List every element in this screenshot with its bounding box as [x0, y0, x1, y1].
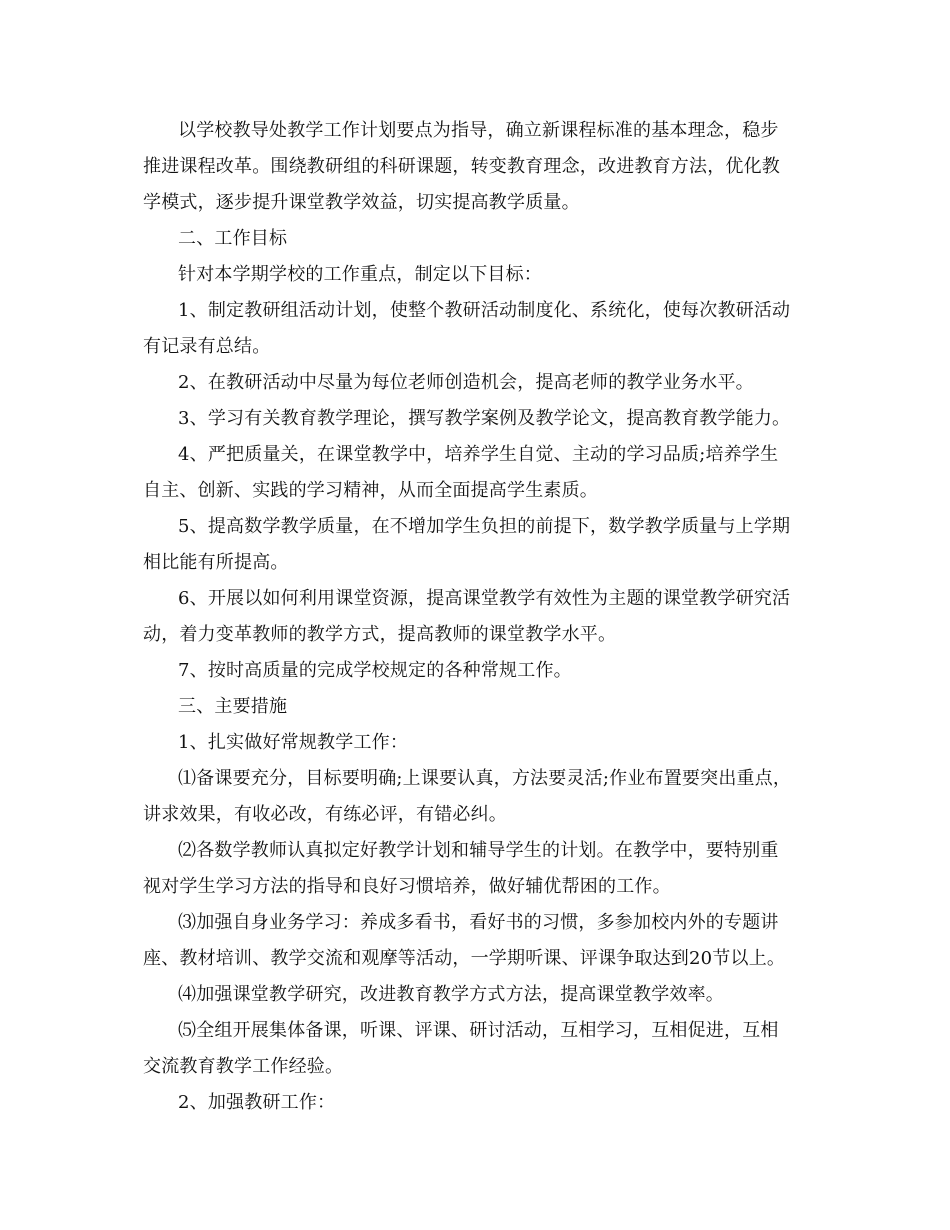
list-item-line: 1、制定教研组活动计划，使整个教研活动制度化、系统化，使每次教研活动: [178, 300, 791, 321]
sub-item-line: 讲求效果，有收必改，有练必评，有错必纠。: [143, 804, 507, 825]
sub-item-line: 座、教材培训、教学交流和观摩等活动，一学期听课、评课争取达到20节以上。: [143, 948, 786, 969]
sub-item-line: 视对学生学习方法的指导和良好习惯培养，做好辅优帮困的工作。: [143, 876, 671, 897]
sub-item-line: 交流教育教学工作经验。: [143, 1056, 344, 1077]
paragraph-line: 针对本学期学校的工作重点，制定以下目标：: [178, 264, 542, 285]
list-item-line: 2、在教研活动中尽量为每位老师创造机会，提高老师的教学业务水平。: [178, 372, 754, 393]
sub-item-line: ⑷加强课堂教学研究，改进教育教学方式方法，提高课堂教学效率。: [178, 984, 724, 1005]
list-item-line: 4、严把质量关，在课堂教学中，培养学生自觉、主动的学习品质;培养学生: [178, 444, 779, 465]
paragraph-line: 以学校教导处教学工作计划要点为指导，确立新课程标准的基本理念，稳步: [178, 120, 779, 141]
list-item-line: 1、扎实做好常规教学工作：: [178, 732, 409, 753]
sub-item-line: ⑶加强自身业务学习：养成多看书，看好书的习惯，多参加校内外的专题讲: [178, 912, 779, 933]
paragraph-line: 推进课程改革。围绕教研组的科研课题，转变教育理念，改进教育方法，优化教: [143, 156, 780, 177]
list-item-line: 动，着力变革教师的教学方式，提高教师的课堂教学水平。: [143, 624, 617, 645]
section-heading: 三、主要措施: [178, 696, 288, 717]
section-heading: 二、工作目标: [178, 228, 288, 249]
sub-item-line: ⑴备课要充分，目标要明确;上课要认真，方法要灵活;作业布置要突出重点，: [178, 768, 792, 789]
list-item-line: 相比能有所提高。: [143, 552, 289, 573]
list-item-line: 2、加强教研工作：: [178, 1092, 336, 1113]
list-item-line: 7、按时高质量的完成学校规定的各种常规工作。: [178, 660, 572, 681]
list-item-line: 6、开展以如何利用课堂资源，提高课堂教学有效性为主题的课堂教学研究活: [178, 588, 791, 609]
list-item-line: 3、学习有关教育教学理论，撰写教学案例及教学论文，提高教育教学能力。: [178, 408, 791, 429]
list-item-line: 有记录有总结。: [143, 336, 271, 357]
list-item-line: 5、提高数学教学质量，在不增加学生负担的前提下，数学教学质量与上学期: [178, 516, 791, 537]
paragraph-line: 学模式，逐步提升课堂教学效益，切实提高教学质量。: [143, 192, 580, 213]
list-item-line: 自主、创新、实践的学习精神，从而全面提高学生素质。: [143, 480, 598, 501]
sub-item-line: ⑵各数学教师认真拟定好教学计划和辅导学生的计划。在教学中，要特别重: [178, 840, 779, 861]
sub-item-line: ⑸全组开展集体备课，听课、评课、研讨活动，互相学习，互相促进，互相: [178, 1020, 779, 1041]
